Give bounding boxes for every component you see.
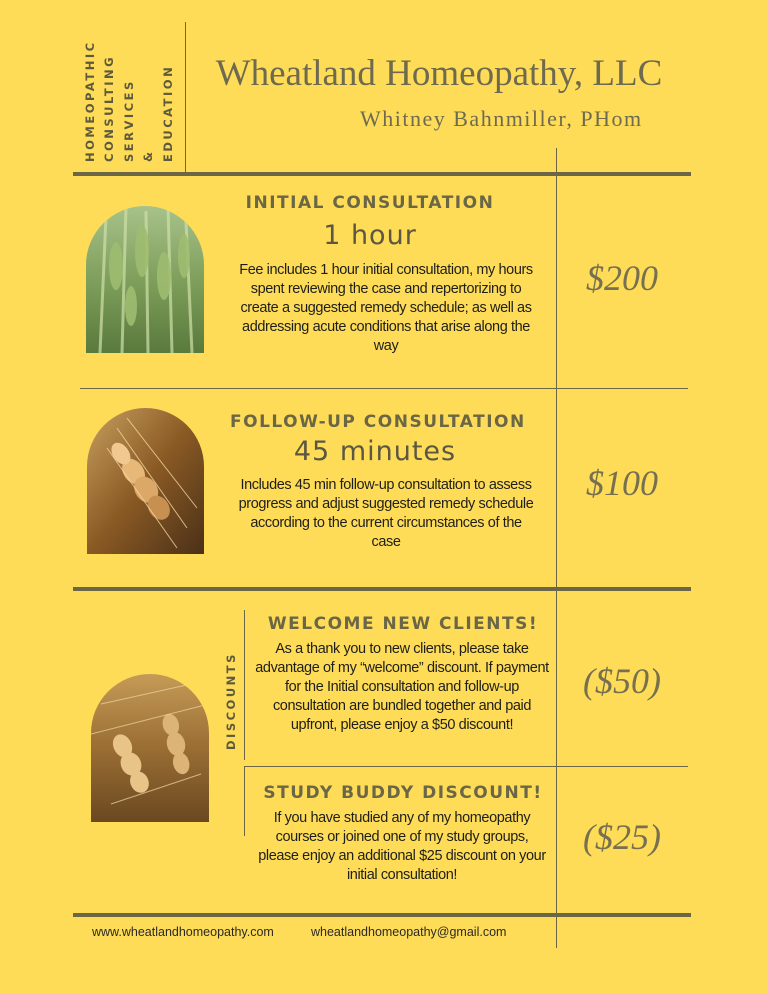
discount-divider <box>244 766 688 767</box>
service-description: Includes 45 min follow-up consultation to assess progress and adjust suggested remedy schedule according to the current circumstances of the case <box>238 477 534 550</box>
ripe-wheat-image <box>91 674 209 822</box>
green-wheat-image <box>86 206 204 353</box>
discounts-rule <box>73 587 691 591</box>
website-link[interactable]: www.wheatlandhomeopathy.com <box>92 925 274 939</box>
discount-price: ($25) <box>583 817 661 857</box>
service-heading: FOLLOW-UP CONSULTATION <box>230 412 526 432</box>
header-divider <box>185 22 186 172</box>
discounts-divider-lower <box>244 766 245 836</box>
header-rule <box>73 172 691 176</box>
business-name: Wheatland Homeopathy, LLC <box>215 53 663 94</box>
discount-heading: WELCOME NEW CLIENTS! <box>267 614 539 634</box>
service-description: Fee includes 1 hour initial consultation, my hours spent reviewing the case and repertorizing to create a suggested remedy schedule; as well as addressing acute conditions that arise along the way <box>239 262 533 354</box>
side-label-line: HOMEOPATHIC <box>83 40 97 162</box>
discounts-divider <box>244 610 245 760</box>
practitioner-name: Whitney Bahnmiller, PHom <box>360 106 643 131</box>
service-duration: 45 minutes <box>293 436 457 467</box>
side-label-line: CONSULTING <box>102 54 116 162</box>
service-duration: 1 hour <box>323 220 417 251</box>
discount-description: As a thank you to new clients, please take advantage of my “welcome” discount. If payment for the Initial consultation and follow-up consultation are bundled together and paid upfront, please enjoy a $50 discount! <box>255 641 549 733</box>
discounts-label: DISCOUNTS <box>224 652 238 750</box>
email-link[interactable]: wheatlandhomeopathy@gmail.com <box>311 925 507 939</box>
service-price: $100 <box>586 463 658 503</box>
section-divider <box>80 388 688 389</box>
side-label-line: SERVICES <box>122 79 136 162</box>
golden-wheat-image <box>87 408 204 554</box>
service-heading: INITIAL CONSULTATION <box>245 193 495 213</box>
footer-rule <box>73 913 691 917</box>
discount-heading: STUDY BUDDY DISCOUNT! <box>263 783 543 803</box>
service-price: $200 <box>586 258 658 298</box>
side-label-line: EDUCATION <box>161 64 175 162</box>
discount-price: ($50) <box>583 661 661 701</box>
side-label-line: & <box>141 149 155 162</box>
discount-description: If you have studied any of my homeopathy courses or joined one of my study groups, please enjoy an additional $25 discount on your initial consultation! <box>258 810 546 883</box>
